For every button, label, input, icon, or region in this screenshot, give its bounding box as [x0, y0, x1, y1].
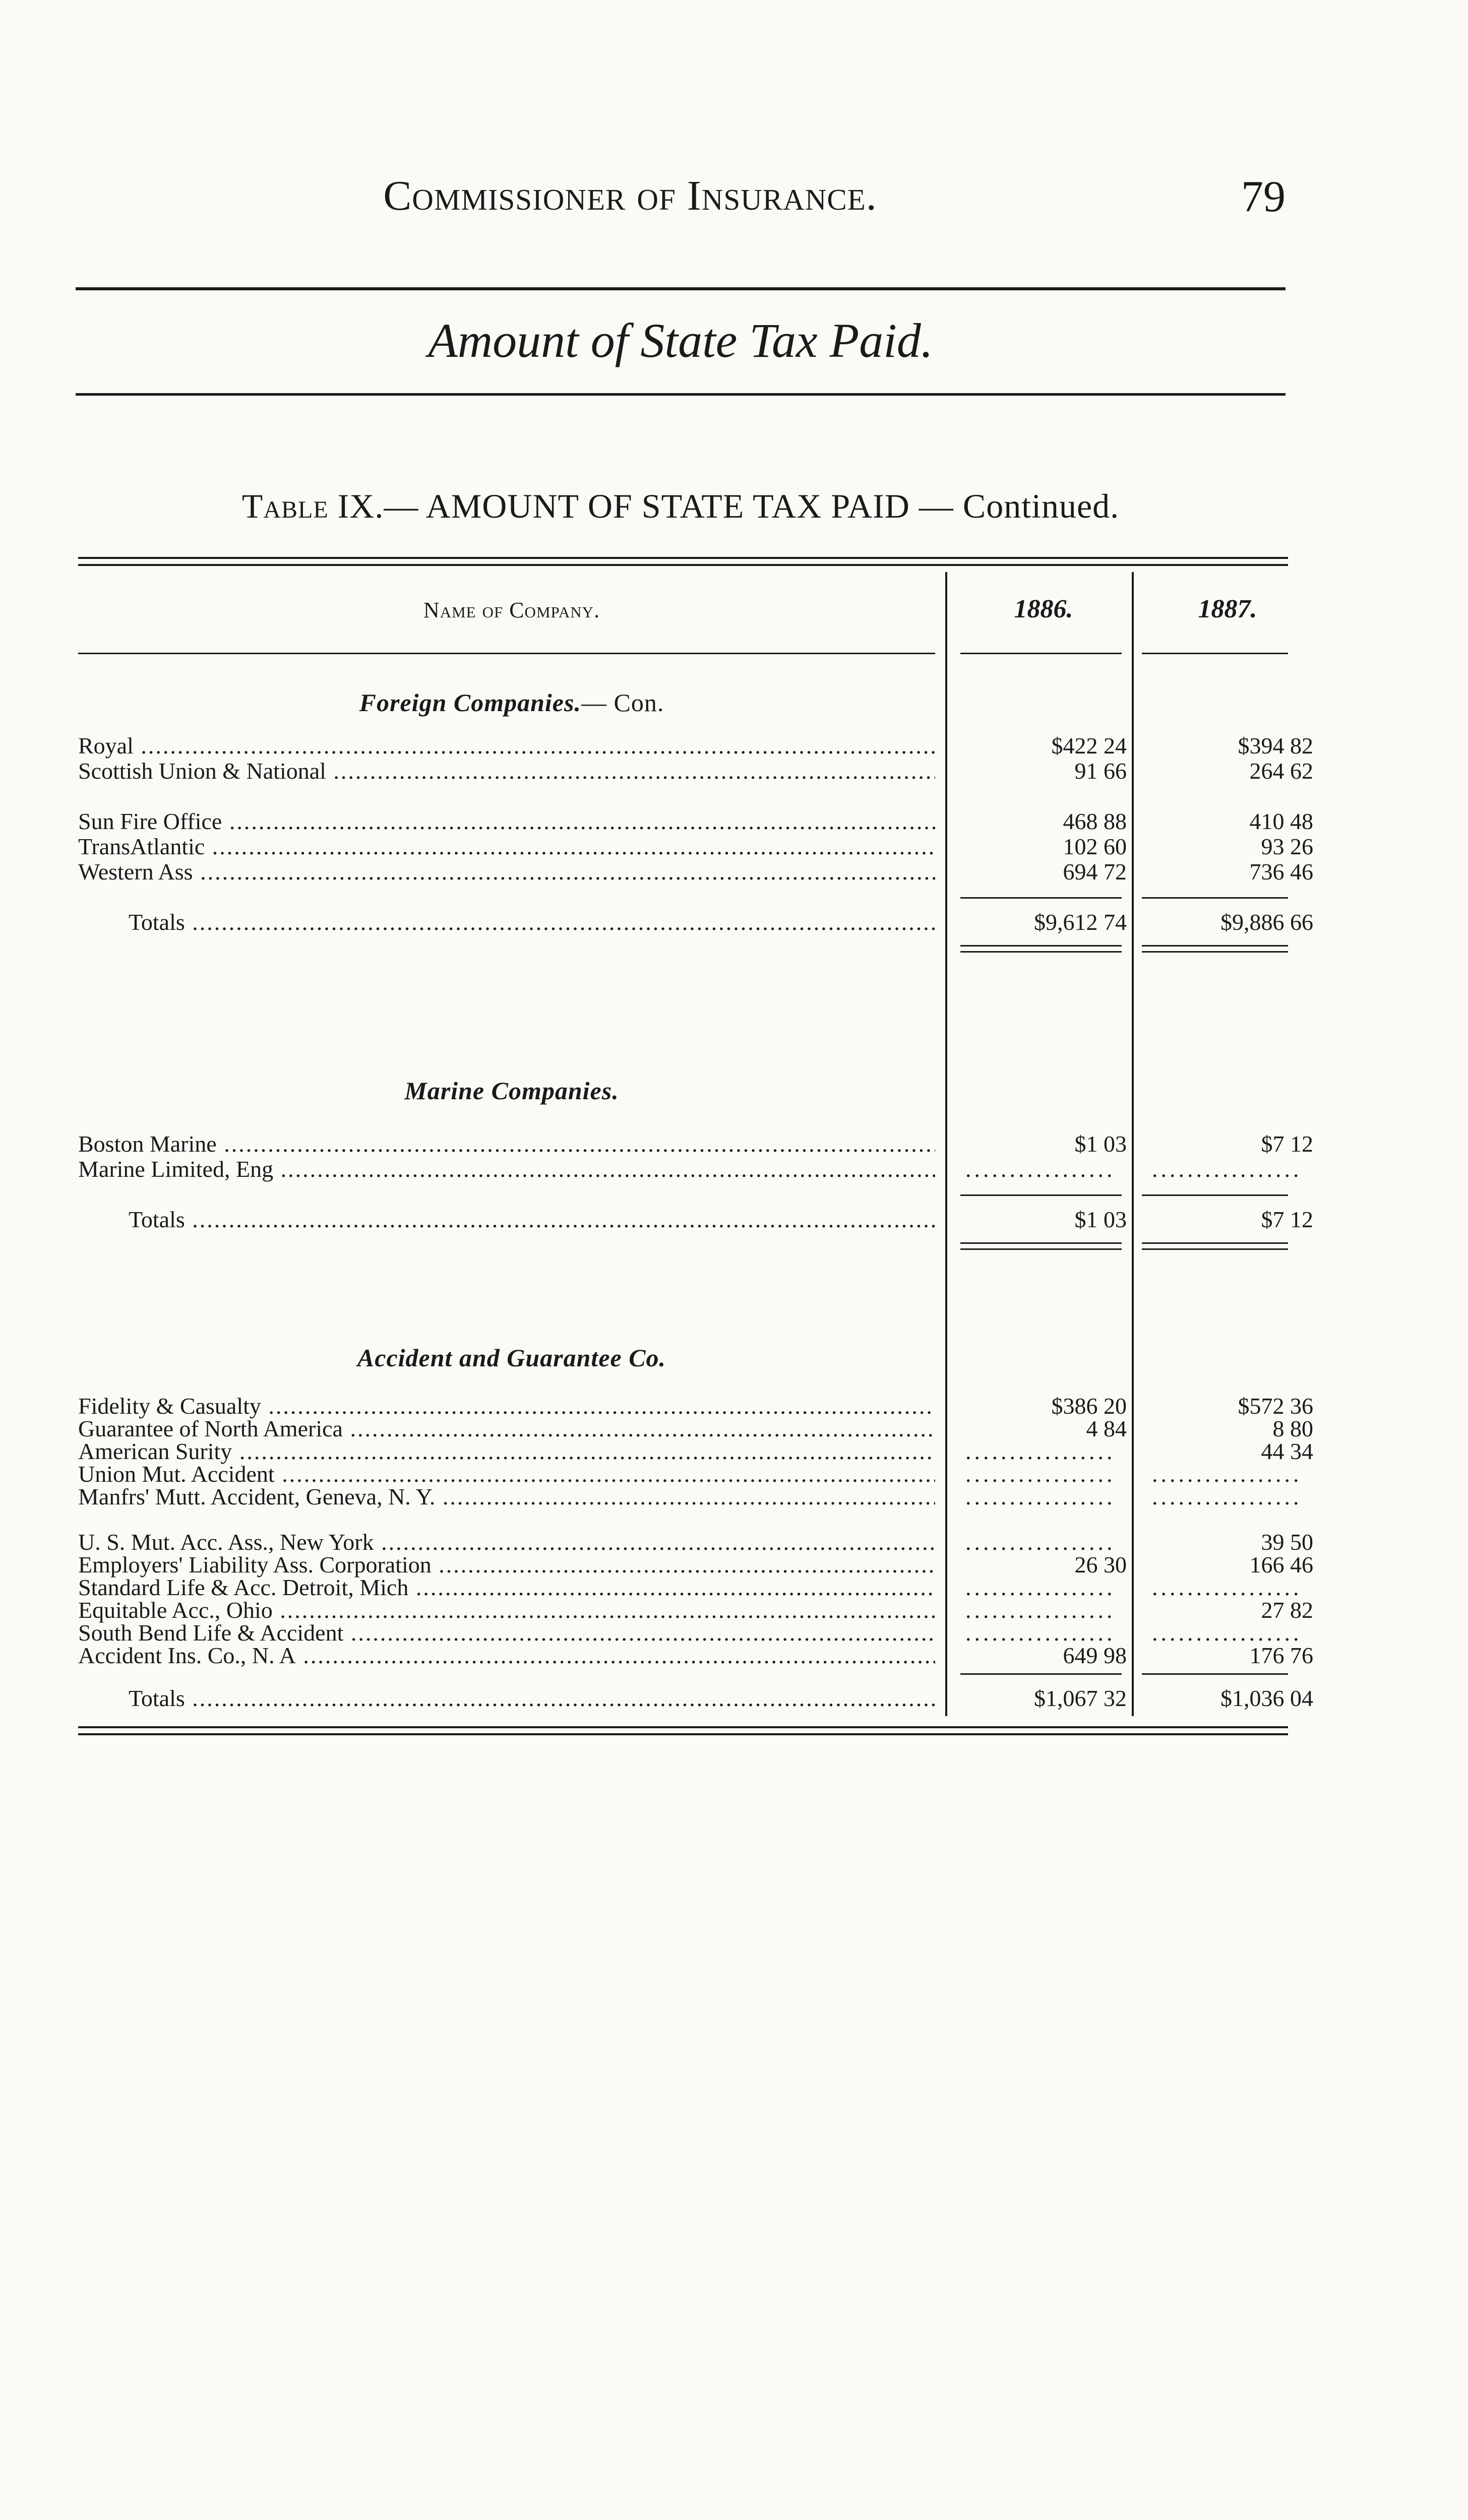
table-row — [78, 1643, 1313, 1668]
company-name: Manfrs' Mutt. Accident, Geneva, N. Y. ..... — [78, 1484, 935, 1509]
total-double-rule — [960, 1248, 1122, 1250]
tax-1886: ................. — [965, 1598, 1116, 1623]
total-double-rule — [1142, 1242, 1288, 1244]
subtotal-rule — [1142, 897, 1288, 899]
table-row — [78, 1416, 1313, 1441]
header-under-rule-1887 — [1142, 653, 1288, 654]
tax-1887: 176 76 — [1249, 1643, 1313, 1668]
tax-1886: 26 30 — [1074, 1552, 1127, 1578]
subtotal-rule — [960, 1194, 1122, 1196]
company-name: Employers' Liability Ass. Corporation ..... — [78, 1552, 935, 1578]
total-double-rule — [960, 945, 1122, 947]
table-row — [78, 733, 1313, 759]
table-row — [78, 1131, 1313, 1157]
tax-1886: $1 03 — [1074, 1131, 1127, 1157]
tax-1887: $7 12 — [1261, 1131, 1313, 1157]
tax-1886: $9,612 74 — [1034, 909, 1127, 935]
totals-label: Totals ..... — [78, 1207, 935, 1232]
subtotal-rule — [960, 1673, 1122, 1675]
company-name: Standard Life & Acc. Detroit, Mich ..... — [78, 1575, 935, 1600]
group-title — [78, 1343, 945, 1372]
header-company-name: Name of Company. — [423, 598, 600, 622]
header-under-rule-1886 — [960, 653, 1122, 654]
tax-1887: 27 82 — [1261, 1597, 1313, 1623]
table-row — [78, 758, 1313, 784]
table-row — [78, 1552, 1313, 1578]
tax-1887: 44 34 — [1261, 1438, 1313, 1464]
tax-1887: $1,036 04 — [1220, 1685, 1313, 1711]
company-name: Marine Limited, Eng ..... — [78, 1157, 935, 1182]
tax-1886: ................. — [965, 1530, 1116, 1555]
table-bottom-rule-2 — [78, 1733, 1288, 1735]
company-name: Union Mut. Accident ..... — [78, 1462, 935, 1487]
tax-1887: $394 82 — [1238, 733, 1313, 759]
table-row — [78, 1575, 1302, 1600]
table-row — [78, 1157, 1302, 1182]
total-double-rule — [960, 1242, 1122, 1244]
total-double-rule — [1142, 945, 1288, 947]
company-name: Royal ..... — [78, 733, 935, 759]
table-row — [78, 859, 1313, 885]
group-title-text: Foreign Companies. — [359, 688, 581, 717]
running-head — [76, 171, 1286, 232]
totals-label: Totals ..... — [78, 910, 935, 935]
tax-1887: 410 48 — [1249, 808, 1313, 834]
table-row — [78, 1484, 1302, 1509]
tax-1887: ................. — [1152, 1157, 1302, 1182]
header-under-rule-name — [78, 653, 935, 654]
totals-row — [78, 1685, 1313, 1711]
group-title-text: Marine Companies. — [404, 1077, 619, 1105]
table-top-rule-2 — [78, 564, 1288, 566]
table-bottom-rule — [78, 1726, 1288, 1728]
company-name: Accident Ins. Co., N. A ..... — [78, 1643, 935, 1668]
tax-1886: 649 98 — [1063, 1643, 1127, 1668]
group-title-suffix: — Con. — [581, 688, 664, 717]
subtotal-rule — [1142, 1194, 1288, 1196]
table-row — [78, 1393, 1313, 1419]
totals-row — [78, 909, 1313, 935]
header-1886: 1886. — [1014, 595, 1073, 623]
total-double-rule — [1142, 951, 1288, 953]
tax-1886: ................. — [965, 1439, 1116, 1464]
company-name: Sun Fire Office ..... — [78, 809, 935, 834]
subtotal-rule — [1142, 1673, 1288, 1675]
total-double-rule — [960, 951, 1122, 953]
tax-1886: ................. — [965, 1575, 1116, 1600]
company-name: Western Ass ..... — [78, 859, 935, 885]
company-name: U. S. Mut. Acc. Ass., New York ..... — [78, 1530, 935, 1555]
tax-1887: $7 12 — [1261, 1207, 1313, 1232]
group-title — [78, 1076, 945, 1105]
running-title: Commissioner of Insurance. — [383, 172, 877, 219]
tax-table — [78, 557, 1313, 1711]
page-number: 79 — [1241, 172, 1286, 221]
tax-1886: ................. — [965, 1462, 1116, 1487]
company-name: Equitable Acc., Ohio ..... — [78, 1598, 935, 1623]
table-row — [78, 1597, 1313, 1623]
tax-1886: ................. — [965, 1620, 1116, 1646]
tax-1886: ................. — [965, 1157, 1116, 1182]
header-1887: 1887. — [1198, 595, 1257, 623]
table-row — [78, 808, 1313, 834]
table-caption-text: IX.— AMOUNT OF STATE TAX PAID — Continued. — [337, 487, 1120, 525]
tax-1887: ................. — [1152, 1462, 1302, 1487]
company-name: South Bend Life & Accident ..... — [78, 1620, 935, 1646]
group-title — [78, 688, 945, 717]
table-caption — [76, 486, 1286, 526]
tax-1886: 468 88 — [1063, 808, 1127, 834]
company-name: Fidelity & Casualty ..... — [78, 1394, 935, 1419]
group-title-text: Accident and Guarantee Co. — [357, 1344, 666, 1372]
tax-1887: 93 26 — [1261, 834, 1313, 859]
subtotal-rule — [960, 897, 1122, 899]
tax-1886: $386 20 — [1051, 1393, 1127, 1419]
company-name: Boston Marine ..... — [78, 1131, 935, 1157]
tax-1886: 91 66 — [1074, 758, 1127, 784]
table-row — [78, 1620, 1302, 1646]
tax-1886: 102 60 — [1063, 834, 1127, 859]
company-name: American Surity ..... — [78, 1439, 935, 1464]
table-row — [78, 1529, 1313, 1555]
company-name: TransAtlantic ..... — [78, 834, 935, 859]
table-label: Table — [241, 487, 329, 525]
section-rule — [76, 393, 1286, 396]
tax-1887: 8 80 — [1272, 1416, 1313, 1441]
tax-1887: $9,886 66 — [1220, 909, 1313, 935]
tax-1886: $1,067 32 — [1034, 1685, 1127, 1711]
totals-label: Totals ..... — [78, 1686, 935, 1711]
company-name: Scottish Union & National ..... — [78, 759, 935, 784]
tax-1887: ................. — [1152, 1620, 1302, 1646]
table-top-rule — [78, 557, 1288, 559]
tax-1887: 39 50 — [1261, 1529, 1313, 1555]
tax-1887: 736 46 — [1249, 859, 1313, 885]
tax-1887: $572 36 — [1238, 1393, 1313, 1419]
tax-1886: $1 03 — [1074, 1207, 1127, 1232]
company-name: Guarantee of North America ..... — [78, 1416, 935, 1441]
tax-1887: ................. — [1152, 1484, 1302, 1509]
totals-row — [78, 1207, 1313, 1232]
tax-1887: ................. — [1152, 1575, 1302, 1600]
tax-1886: ................. — [965, 1484, 1116, 1509]
tax-1886: 4 84 — [1086, 1416, 1127, 1441]
table-row — [78, 1438, 1313, 1464]
tax-1886: $422 24 — [1051, 733, 1127, 759]
tax-1887: 264 62 — [1249, 758, 1313, 784]
total-double-rule — [1142, 1248, 1288, 1250]
top-rule — [76, 287, 1286, 290]
tax-1887: 166 46 — [1249, 1552, 1313, 1578]
tax-1886: 694 72 — [1063, 859, 1127, 885]
section-title: Amount of State Tax Paid. — [428, 313, 933, 367]
table-row — [78, 1462, 1302, 1487]
table-row — [78, 834, 1313, 859]
